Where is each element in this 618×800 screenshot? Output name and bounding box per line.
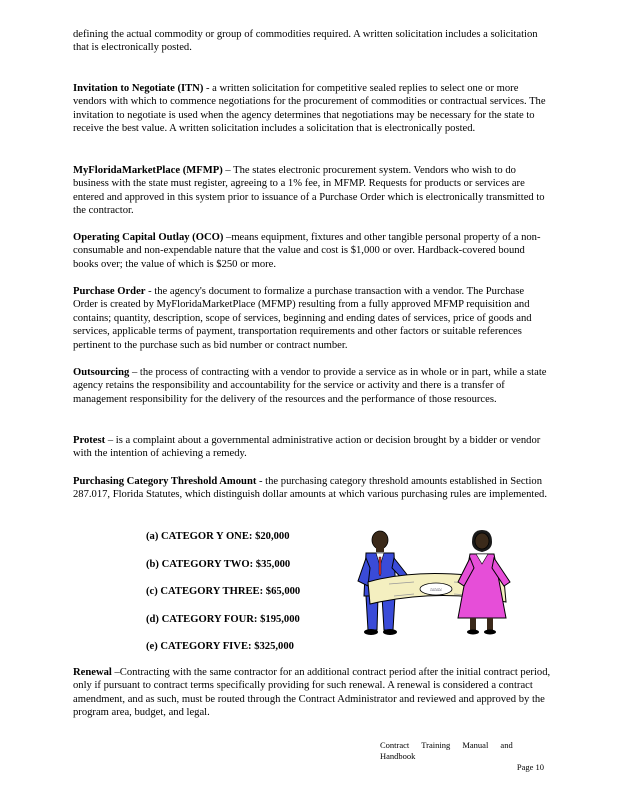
category-item: (b) CATEGORY TWO: $35,000 bbox=[146, 558, 291, 570]
woman-figure bbox=[458, 530, 510, 635]
definition-oco-text: –means equipment, fixtures and other tangible personal property of a non-consumable and non-expendable nature that the value and cost is $1,000 or over. Hardback-covered bound books over; the value of which is $250 or more. bbox=[73, 232, 541, 270]
term-purchase-order: Purchase Order bbox=[73, 286, 146, 297]
definition-threshold bbox=[73, 475, 551, 502]
category-list bbox=[146, 530, 346, 668]
category-item: (c) CATEGORY THREE: $65,000 bbox=[146, 586, 301, 597]
term-itn: Invitation to Negotiate (ITN) bbox=[73, 83, 204, 94]
definition-oco bbox=[73, 231, 551, 271]
definition-purchase-order bbox=[73, 285, 551, 352]
definition-mfmp bbox=[73, 164, 551, 218]
definition-renewal-text: –Contracting with the same contractor for an additional contract period after the initial contract period, only if pursuant to contract terms specifically providing for such renewal. A renewal is considered a contract amendment, and as such, must be routed through the Contract Administrator and reviewed and approved by the program area, budget, and legal. bbox=[73, 667, 551, 719]
term-outsourcing: Outsourcing bbox=[73, 367, 130, 378]
intro-continuation: defining the actual commodity or group of commodities required. A written solicitation includes a solicitation that is electronically posted. bbox=[73, 29, 538, 54]
definition-outsourcing bbox=[73, 366, 551, 406]
definition-itn bbox=[73, 82, 551, 136]
term-threshold: Purchasing Category Threshold Amount bbox=[73, 476, 257, 487]
term-mfmp: MyFloridaMarketPlace (MFMP) bbox=[73, 165, 223, 176]
term-oco: Operating Capital Outlay (OCO) bbox=[73, 232, 224, 243]
term-protest: Protest bbox=[73, 435, 106, 446]
clipart-illustration bbox=[354, 526, 524, 638]
category-item: (e) CATEGORY FIVE: $325,000 bbox=[146, 641, 294, 652]
term-renewal: Renewal bbox=[73, 667, 112, 678]
definition-itn-text: - a written solicitation for competitive sealed replies to select one or more vendors with which to commence negotiations for the procurement of commodities or contractual services. The invitation to negotiate is used when the agency determines that negotiations may be necessary for the state to receive the best value. A written solicitation includes a solicitation that is electronically posted. bbox=[73, 83, 546, 135]
definition-purchase-order-text: - the agency's document to formalize a purchase transaction with a vendor. The Purchase Order is created by MyFloridaMarketPlace (MFMP) resulting from a fully approved MFMP requisition and contains; quantity, description, scope of services, beginning and ending dates of services, price of goods and services, applicable terms of payment, transportation requirements and other factors or suitable references pertinent to the purchase such as bid number or contract number. bbox=[73, 286, 532, 351]
page-footer bbox=[380, 740, 544, 773]
definition-renewal bbox=[73, 666, 551, 720]
page-number: Page 10 bbox=[516, 762, 544, 772]
category-item: (d) CATEGORY FOUR: $195,000 bbox=[146, 613, 300, 625]
definition-protest bbox=[73, 434, 551, 461]
svg-text:≈≈≈: ≈≈≈ bbox=[430, 586, 442, 594]
definition-mfmp-text: – The states electronic procurement system. Vendors who wish to do business with the state must register, agreeing to a 1% fee, in MFMP. Requests for products or services are entered and approved in this system prior to issuance of a Purchase Order which is electronically transmitted to the contractor. bbox=[73, 165, 545, 217]
definition-protest-text: – is a complaint about a governmental administrative action or decision brought by a bidder or vendor with the intention of achieving a remedy. bbox=[73, 435, 541, 460]
definition-threshold-text: - the purchasing category threshold amounts established in Section 287.017, Florida Statutes, which distinguish dollar amounts at which various purchasing rules are implemented. bbox=[73, 476, 547, 501]
definition-outsourcing-text: – the process of contracting with a vendor to provide a service as in whole or in part, while a state agency retains the responsibility and accountability for the service or activity and there is a transfer of management responsibility for the delivery of the resources and the performance of those resources. bbox=[73, 367, 547, 405]
category-item: (a) CATEGOR Y ONE: $20,000 bbox=[146, 531, 290, 542]
footer-title: Contract Training Manual and Handbook bbox=[380, 740, 513, 761]
